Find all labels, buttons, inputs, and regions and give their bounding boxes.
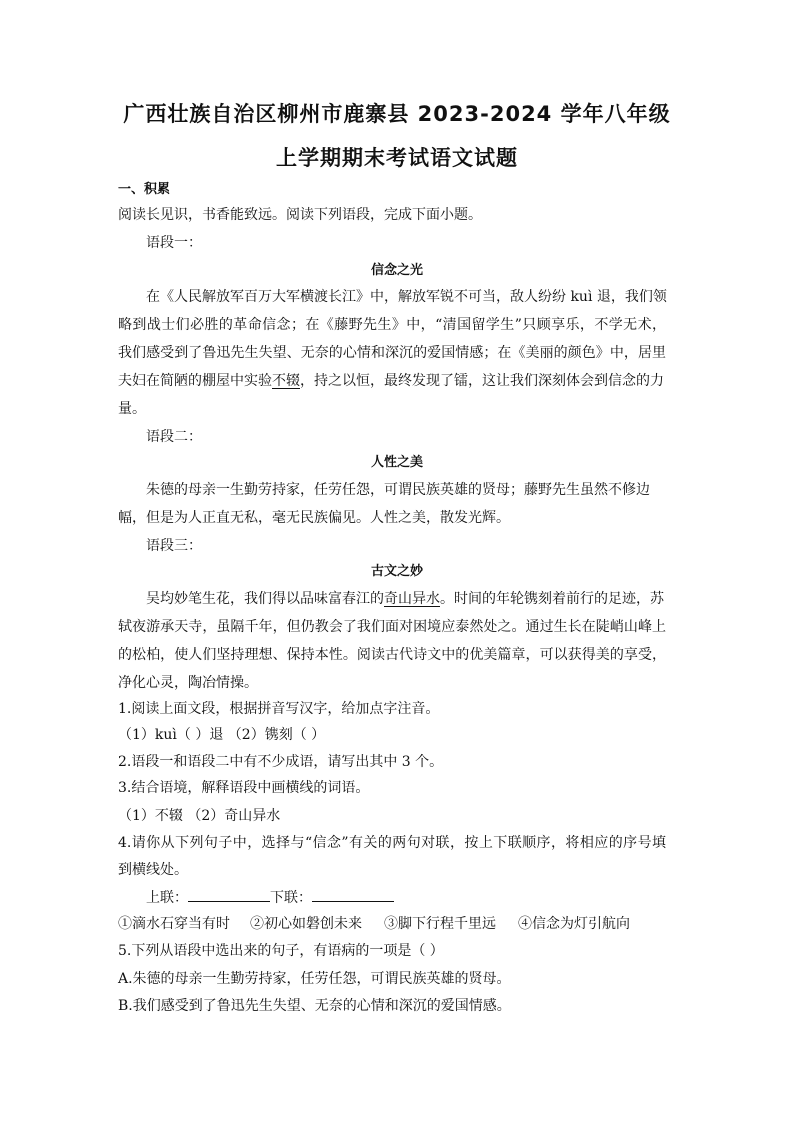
upper-couplet-label: 上联：: [146, 890, 188, 906]
couplet-answer-line: [146, 887, 394, 908]
passage1-line: 量。: [118, 401, 146, 417]
question-3-items: （1）不辍 （2）奇山异水: [118, 808, 281, 824]
question-5-option-b: B.我们感受到了鲁迅先生失望、无奈的心情和深沉的爱国情感。: [118, 998, 511, 1014]
passage1-line: 在《人民解放军百万大军横渡长江》中，解放军锐不可当，敌人纷纷 kuì 退，我们领: [146, 289, 667, 305]
section-heading: 一、积累: [118, 182, 171, 197]
passage3-line: 吴均妙笔生花，我们得以品味富春江的奇山异水。时间的年轮镌刻着前行的足迹，苏: [146, 591, 664, 607]
passage1-title: 信念之光: [370, 263, 423, 278]
question-1-items: （1）kuì（ ）退 （2）镌刻（ ）: [118, 727, 326, 743]
passage3-line: 轼夜游承天寺，虽隔千年，但仍教会了我们面对困境应泰然处之。通过生长在陡峭山峰上: [118, 619, 666, 635]
exam-title-line1: 广西壮族自治区柳州市鹿寨县 2023-2024 学年八年级: [123, 102, 671, 126]
couplet-options: [118, 914, 630, 934]
couplet-option: ②初心如磐创未来: [250, 916, 362, 932]
passage2-line: 幅，但是为人正直无私，毫无民族偏见。人性之美，散发光辉。: [118, 510, 510, 526]
lower-couplet-blank[interactable]: [312, 887, 394, 902]
passage3-line: 的松柏，使人们坚持理想、保持本性。阅读古代诗文中的优美篇章，可以获得美的享受，: [118, 647, 666, 663]
intro-text: 阅读长见识，书香能致远。阅读下列语段，完成下面小题。: [118, 207, 482, 223]
couplet-option: ③脚下行程千里远: [384, 916, 496, 932]
passage2-label: 语段二：: [146, 429, 202, 445]
question-4: 4.请你从下列句子中，选择与“信念”有关的两句对联，按上下联顺序，将相应的序号填: [118, 835, 666, 851]
underlined-word-buchuo: 不辍: [272, 373, 300, 389]
passage3-label: 语段三：: [146, 538, 202, 554]
question-5: 5.下列从语段中选出来的句子，有语病的一项是（ ）: [118, 943, 444, 959]
couplet-option: ①滴水石穿当有时: [118, 916, 230, 932]
lower-couplet-label: 下联：: [270, 890, 312, 906]
question-2: 2.语段一和语段二中有不少成语，请写出其中 3 个。: [118, 754, 444, 770]
passage1-line: 夫妇在简陋的棚屋中实验不辍，持之以恒，最终发现了镭，这让我们深刻体会到信念的力: [118, 373, 664, 389]
passage1-line: 略到战士们必胜的革命信念；在《藤野先生》中，“清国留学生”只顾享乐，不学无术，: [118, 317, 666, 333]
passage3-line: 净化心灵，陶冶情操。: [118, 675, 258, 691]
exam-title-line2: 上学期期末考试语文试题: [276, 146, 518, 170]
question-5-option-a: A.朱德的母亲一生勤劳持家，任劳任怨，可谓民族英雄的贤母。: [118, 971, 511, 987]
couplet-option: ④信念为灯引航向: [518, 916, 630, 932]
question-4-cont: 到横线处。: [118, 862, 188, 878]
question-1: 1.阅读上面文段，根据拼音写汉字，给加点字注音。: [118, 701, 440, 717]
passage2-title: 人性之美: [370, 455, 423, 470]
underlined-word-qishanyishui: 奇山异水: [384, 591, 440, 607]
passage1-label: 语段一：: [146, 235, 202, 251]
passage1-line: 我们感受到了鲁迅先生失望、无奈的心情和深沉的爱国情感；在《美丽的颜色》中，居里: [118, 345, 666, 361]
passage2-line: 朱德的母亲一生勤劳持家，任劳任怨，可谓民族英雄的贤母；藤野先生虽然不修边: [146, 482, 650, 498]
upper-couplet-blank[interactable]: [188, 887, 270, 902]
question-3: 3.结合语境，解释语段中画横线的词语。: [118, 780, 370, 796]
passage3-title: 古文之妙: [370, 564, 423, 579]
